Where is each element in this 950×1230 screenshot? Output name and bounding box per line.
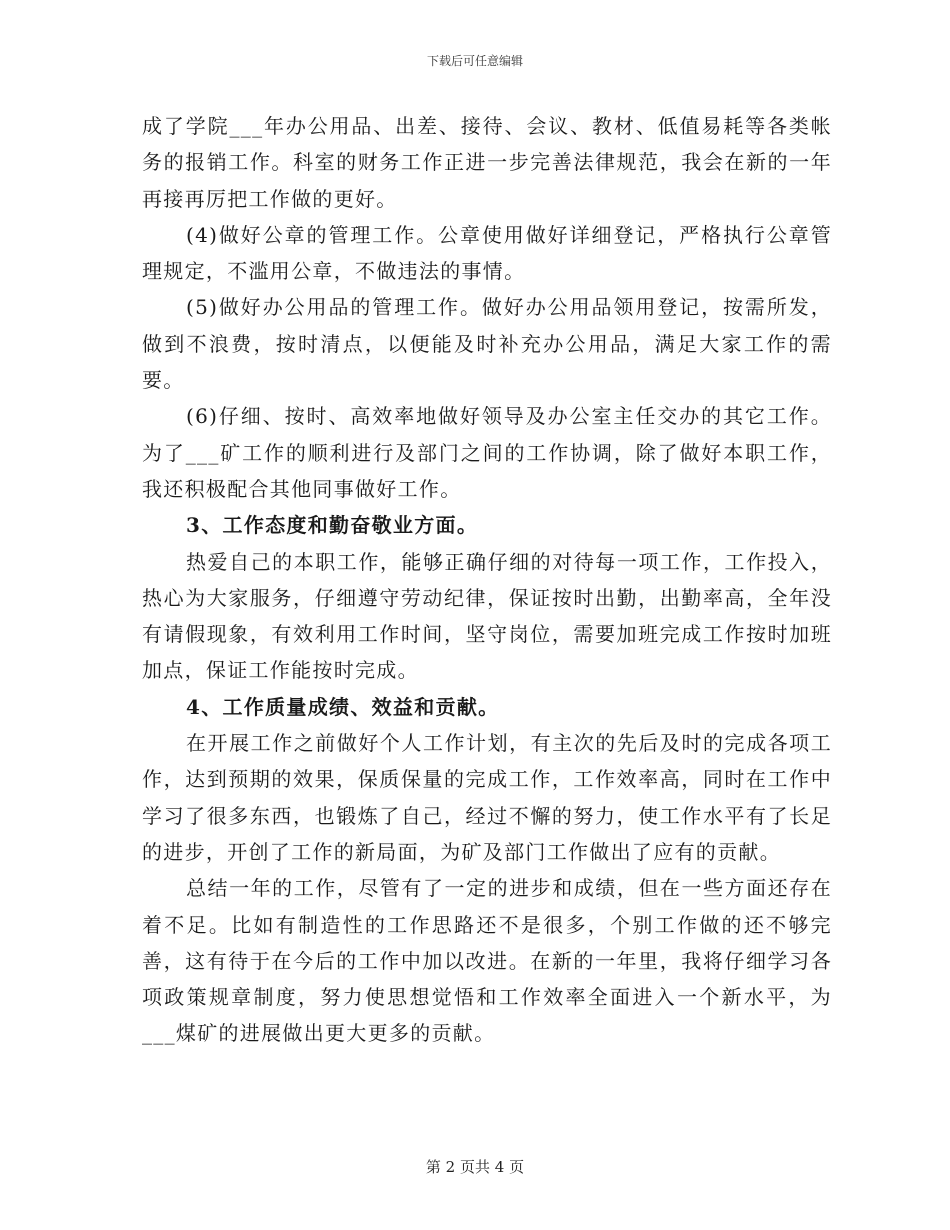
paragraph-continued: 成了学院___年办公用品、出差、接待、会议、教材、低值易耗等各类帐务的报销工作。科室的财务工作正进一步完善法律规范，我会在新的一年再接再厉把工作做的更好。 <box>142 114 832 211</box>
paragraph-attitude: 热爱自己的本职工作，能够正确仔细的对待每一项工作，工作投入，热心为大家服务，仔细遵守劳动纪律，保证按时出勤，出勤率高，全年没有请假现象，有效利用工作时间，坚守岗位，需要加班完成工作按时加班加点，保证工作能按时完成。 <box>142 549 832 683</box>
document-body <box>142 108 832 1052</box>
paragraph-item-6: (6)仔细、按时、高效率地做好领导及办公室主任交办的其它工作。为了___矿工作的顺利进行及部门之间的工作协调，除了做好本职工作，我还积极配合其他同事做好工作。 <box>142 404 832 501</box>
paragraph-summary: 总结一年的工作，尽管有了一定的进步和成绩，但在一些方面还存在着不足。比如有制造性的工作思路还不是很多，个别工作做的还不够完善，这有待于在今后的工作中加以改进。在新的一年里，我将仔细学习各项政策规章制度，努力使思想觉悟和工作效率全面进入一个新水平，为___煤矿的进展做出更大更多的贡献。 <box>142 876 832 1046</box>
section-heading-4: 4、工作质量成绩、效益和贡献。 <box>186 694 500 719</box>
paragraph-quality: 在开展工作之前做好个人工作计划，有主次的先后及时的完成各项工作，达到预期的效果，保质保量的完成工作，工作效率高，同时在工作中学习了很多东西，也锻炼了自己，经过不懈的努力，使工作水平有了长足的进步，开创了工作的新局面，为矿及部门工作做出了应有的贡献。 <box>142 731 832 864</box>
section-heading-3: 3、工作态度和勤奋敬业方面。 <box>186 513 479 538</box>
page-header: 下载后可任意编辑 <box>426 54 523 68</box>
paragraph-item-4: (4)做好公章的管理工作。公章使用做好详细登记，严格执行公章管理规定，不滥用公章，不做违法的事情。 <box>142 222 832 284</box>
page-footer: 第 2 页共 4 页 <box>425 1158 525 1176</box>
paragraph-item-5: (5)做好办公用品的管理工作。做好办公用品领用登记，按需所发，做到不浪费，按时清点，以便能及时补充办公用品，满足大家工作的需要。 <box>142 295 832 393</box>
